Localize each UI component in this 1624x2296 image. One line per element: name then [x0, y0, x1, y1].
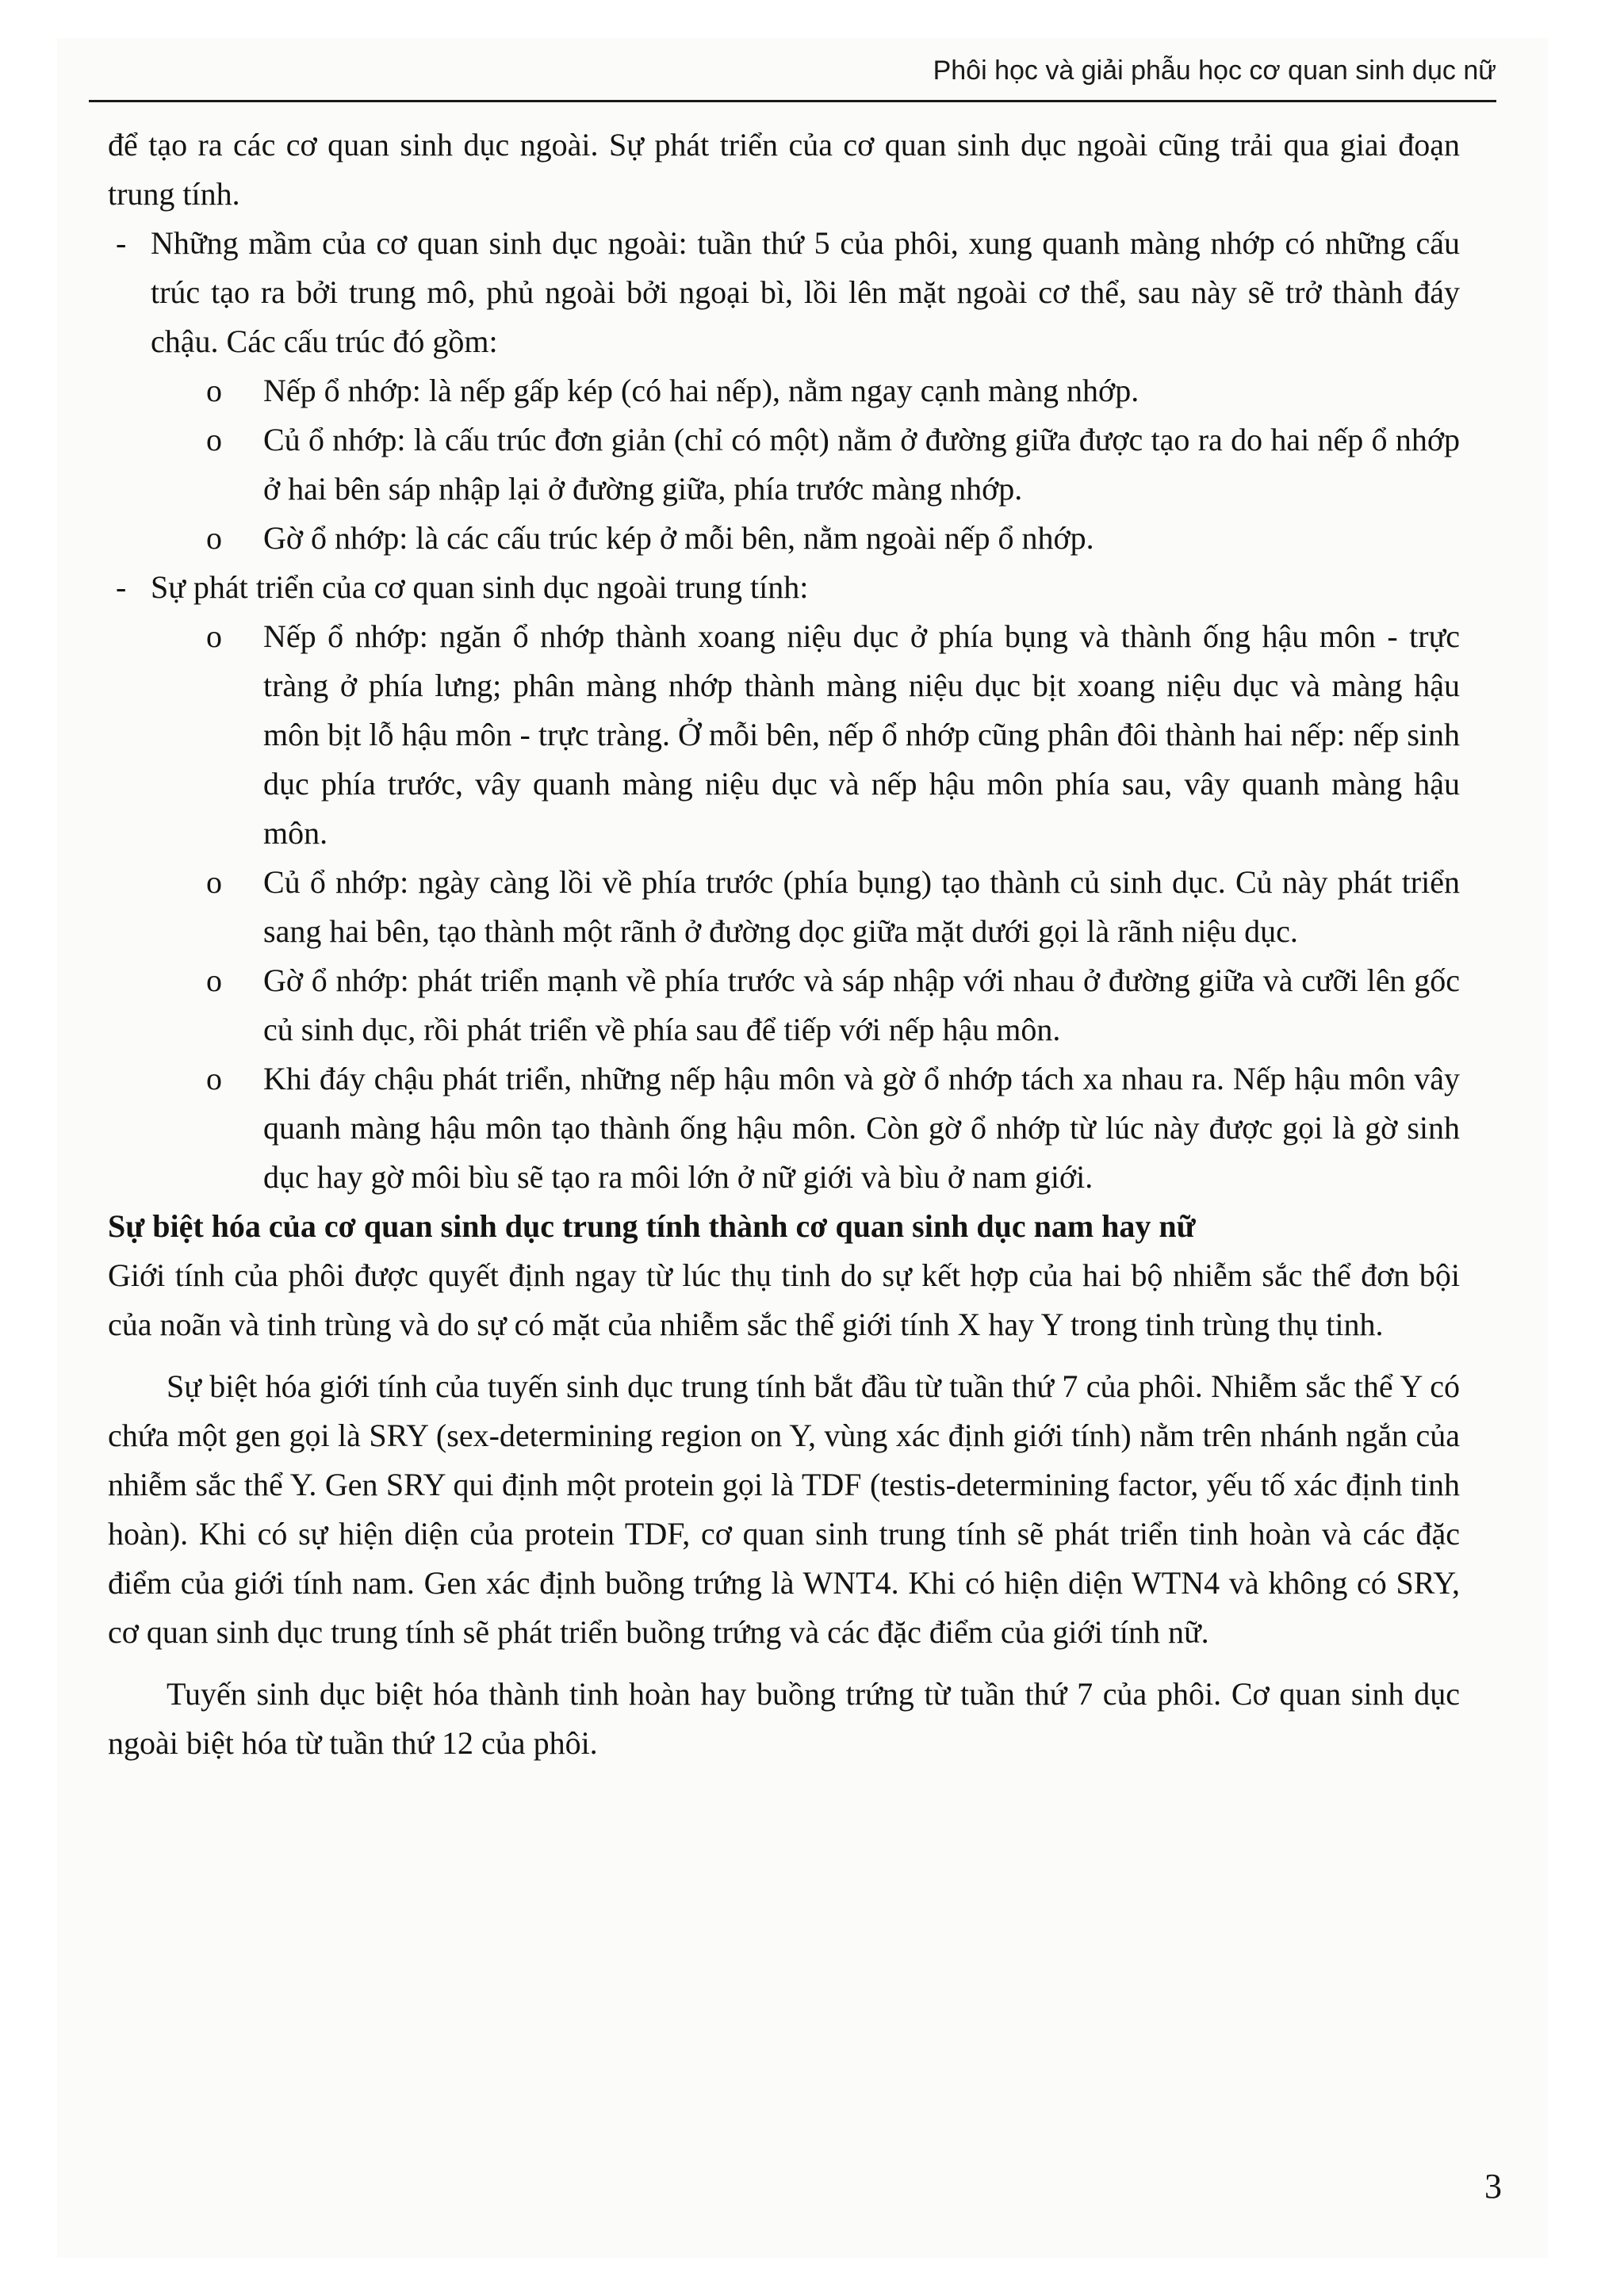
body-text [108, 121, 1460, 1768]
bullet-item [108, 563, 1460, 612]
bullet-text: Những mầm của cơ quan sinh dục ngoài: tuần thứ 5 của phôi, xung quanh màng nhớp có những cấu trúc tạo ra bởi trung mô, phủ ngoài bởi ngoại bì, lồi lên mặt ngoài cơ thể, sau này sẽ trở thành đáy chậu. Các cấu trúc đó gồm: [151, 225, 1460, 359]
sub-list-text: Nếp ổ nhớp: là nếp gấp kép (có hai nếp), nằm ngay cạnh màng nhớp. [263, 373, 1139, 408]
sub-list-item [108, 514, 1460, 563]
dash-marker: - [116, 225, 127, 261]
sub-list-item [108, 956, 1460, 1054]
intro-paragraph: để tạo ra các cơ quan sinh dục ngoài. Sự phát triển của cơ quan sinh dục ngoài cũng trải qua giai đoạn trung tính. [108, 127, 1460, 212]
circle-marker: o [206, 962, 222, 998]
sub-list-text: Nếp ổ nhớp: ngăn ổ nhớp thành xoang niệu dục ở phía bụng và thành ống hậu môn - trực tràng ở phía lưng; phân màng nhớp thành màng niệu dục bịt xoang niệu dục và màng hậu môn bịt lỗ hậu môn - trực tràng. Ở mỗi bên, nếp ổ nhớp cũng phân đôi thành hai nếp: nếp sinh dục phía trước, vây quanh màng niệu dục và nếp hậu môn phía sau, vây quanh màng hậu môn. [263, 618, 1460, 851]
sub-list-item [108, 366, 1460, 415]
paragraph: Tuyến sinh dục biệt hóa thành tinh hoàn hay buồng trứng từ tuần thứ 7 của phôi. Cơ quan sinh dục ngoài biệt hóa từ tuần thứ 12 của phôi. [108, 1676, 1460, 1761]
paragraph: Giới tính của phôi được quyết định ngay từ lúc thụ tinh do sự kết hợp của hai bộ nhiễm sắc thể đơn bội của noãn và tinh trùng và do sự có mặt của nhiễm sắc thể giới tính X hay Y trong tinh trùng thụ tinh. [108, 1257, 1460, 1342]
circle-marker: o [206, 373, 222, 408]
header-title: Phôi học và giải phẫu học cơ quan sinh dục nữ [933, 55, 1496, 86]
paragraph: Sự biệt hóa giới tính của tuyến sinh dục trung tính bắt đầu từ tuần thứ 7 của phôi. Nhiễm sắc thể Y có chứa một gen gọi là SRY (sex-determining region on Y, vùng xác định giới tính) nằm trên nhánh ngắn của nhiễm sắc thể Y. Gen SRY qui định một protein gọi là TDF (testis-determining factor, yếu tố xác định tinh hoàn). Khi có sự hiện diện của protein TDF, cơ quan sinh trung tính sẽ phát triển tinh hoàn và các đặc điểm của giới tính nam. Gen xác định buồng trứng là WNT4. Khi có hiện diện WTN4 và không có SRY, cơ quan sinh dục trung tính sẽ phát triển buồng trứng và các đặc điểm của giới tính nữ. [108, 1368, 1460, 1650]
bullet-item [108, 219, 1460, 366]
sub-list-text: Củ ổ nhớp: là cấu trúc đơn giản (chỉ có một) nằm ở đường giữa được tạo ra do hai nếp ổ nhớp ở hai bên sáp nhập lại ở đường giữa, phía trước màng nhớp. [263, 422, 1460, 507]
sub-list-text: Gờ ổ nhớp: phát triển mạnh về phía trước và sáp nhập với nhau ở đường giữa và cưỡi lên gốc củ sinh dục, rồi phát triển về phía sau để tiếp với nếp hậu môn. [263, 962, 1460, 1047]
page-number: 3 [1484, 2167, 1502, 2206]
section-heading: Sự biệt hóa của cơ quan sinh dục trung tính thành cơ quan sinh dục nam hay nữ [108, 1208, 1196, 1244]
sub-list-text: Gờ ổ nhớp: là các cấu trúc kép ở mỗi bên, nằm ngoài nếp ổ nhớp. [263, 520, 1094, 556]
sub-list-item [108, 415, 1460, 514]
running-header [89, 51, 1496, 102]
document-page [57, 38, 1548, 2258]
sub-list-text: Củ ổ nhớp: ngày càng lồi về phía trước (phía bụng) tạo thành củ sinh dục. Củ này phát triển sang hai bên, tạo thành một rãnh ở đường dọc giữa mặt dưới gọi là rãnh niệu dục. [263, 864, 1460, 949]
circle-marker: o [206, 1061, 222, 1096]
dash-marker: - [116, 569, 127, 605]
circle-marker: o [206, 618, 222, 654]
sub-list-item [108, 858, 1460, 956]
sub-list-item [108, 1054, 1460, 1202]
circle-marker: o [206, 422, 222, 457]
circle-marker: o [206, 520, 222, 556]
page-margin [1548, 0, 1624, 2296]
sub-list-item [108, 612, 1460, 858]
sub-list-text: Khi đáy chậu phát triển, những nếp hậu môn và gờ ổ nhớp tách xa nhau ra. Nếp hậu môn vây quanh màng hậu môn tạo thành ống hậu môn. Còn gờ ổ nhớp từ lúc này được gọi là gờ sinh dục hay gờ môi bìu sẽ tạo ra môi lớn ở nữ giới và bìu ở nam giới. [263, 1061, 1460, 1195]
bullet-text: Sự phát triển của cơ quan sinh dục ngoài trung tính: [151, 569, 809, 605]
circle-marker: o [206, 864, 222, 900]
